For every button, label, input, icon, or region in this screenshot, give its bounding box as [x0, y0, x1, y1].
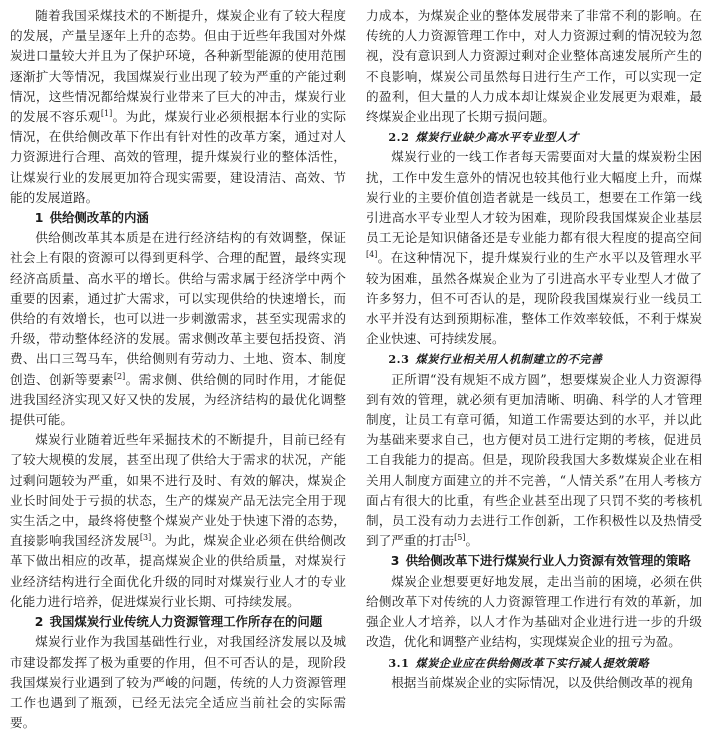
paragraph-text-tail: 。为此，煤炭企业必须在供给侧改革下做出相应的改革，提高煤炭企业的供给质量，对煤炭行业经济结构进行全面优化升级的同时对煤炭行业人才的专业化能力进行培养，促进煤炭行业长期、可持续发展。	[10, 533, 347, 609]
section-title: 供给侧改革下进行煤炭行业人力资源有效管理的策略	[405, 553, 691, 569]
section-heading	[366, 551, 702, 571]
paragraph-text: 煤炭行业随着近些年采掘技术的不断提升，目前已经有了较大规模的发展，甚至出现了供给大于需求的状况，产能过剩问题较为严重，如果不进行及时、有效的解决，煤炭企业长时间处于亏损的状态，生产的煤炭产品无法完全用于现实生活之中，最终将使整个煤炭产业处于快速下滑的态势，直接影响我国经济发展	[10, 432, 346, 549]
paragraph-text: 供给侧改革其本质是在进行经济结构的有效调整，保证社会上有限的资源可以得到更科学、合理的配置，最终实现经济高质量、高水平的增长。供给与需求属于经济学中两个重要的因素，通过扩大需求，可以实现供给的快速增长，而供给的有效增长，也可以进一步刺激需求，甚至实现需求的升级，带动整体经济的发展。需求侧改革主要包括投资、消费、出口三驾马车，供给侧则有劳动力、土地、资本、制度创造、创新等要素	[10, 230, 346, 387]
subsection-heading	[366, 127, 702, 147]
body-paragraph	[366, 370, 702, 552]
section-title: 我国煤炭行业传统人力资源管理工作所存在的问题	[49, 614, 323, 630]
section-heading	[10, 208, 346, 228]
subsection-number: 2.3	[388, 352, 410, 367]
citation-ref: [2]	[113, 371, 126, 381]
paragraph-text: 煤炭企业想要更好地发展，走出当前的困境，必须在供给侧改革下对传统的人力资源管理工作进行有效的革新，加强企业人才培养，以人才作为基础对企业进行进一步的升级改造，优化和调整产业结构，实现煤炭企业的扭亏为盈。	[366, 573, 702, 650]
right-column	[366, 6, 702, 693]
paragraph-text: 根据当前煤炭企业的实际情况，以及供给侧改革的视角	[391, 674, 694, 690]
paragraph-text: 正所谓“没有规矩不成方圆”，想要煤炭企业人力资源得到有效的管理，就必须有更加清晰、明确、科学的人才管理制度，让员工有章可循，知道工作需要达到的水平，并以此为基础来要求自己，也方便对员工进行定期的考核，促进员工自我能力的提高。但是，现阶段我国大多数煤炭企业在相关用人制度方面建立的并不完善，“人情关系”在用人考核方面占有很大的比重，有些企业甚至出现了只罚不奖的考核机制，员工没有动力去进行工作创新，工作积极性以及热情受到了严重的打击	[366, 371, 702, 549]
paragraph-text: 力成本，为煤炭企业的整体发展带来了非常不利的影响。在传统的人力资源管理工作中，对人力资源过剩的情况较为忽视，没有意识到人力资源过剩对企业整体高速发展所产生的不良影响，煤炭公司虽然每日进行生产工作，可以实现一定的盈利，但大量的人力成本却让煤炭企业发展更为艰难，最终煤炭企业出现了长期亏损问题。	[366, 8, 702, 125]
paragraph-text: 煤炭行业作为我国基础性行业，对我国经济发展以及城市建设都发挥了极为重要的作用，但不可否认的是，现阶段我国煤炭行业遇到了较为严峻的问题，传统的人力资源管理工作也遇到了瓶颈，已经无法完全适应当前社会的实际需要。	[10, 634, 346, 731]
citation-ref: [5]	[454, 533, 466, 543]
body-paragraph	[10, 228, 346, 430]
body-paragraph	[10, 6, 346, 208]
subsection-title: 煤炭企业应在供给侧改革下实行减人提效策略	[415, 655, 650, 670]
paragraph-text-tail: 。	[465, 533, 479, 549]
section-title: 供给侧改革的内涵	[49, 210, 149, 226]
body-paragraph	[366, 6, 702, 127]
section-number: 3	[390, 553, 400, 569]
subsection-title: 煤炭行业缺少高水平专业型人才	[415, 130, 580, 145]
subsection-number: 3.1	[388, 655, 410, 670]
left-column	[10, 6, 346, 733]
subsection-title: 煤炭行业相关用人机制建立的不完善	[415, 352, 603, 367]
section-heading	[10, 612, 346, 632]
body-paragraph	[366, 572, 702, 653]
citation-ref: [3]	[139, 533, 152, 543]
paragraph-text-tail: 。在这种情况下，提升煤炭行业的生产水平以及管理水平较为困难，虽然各煤炭企业为了引进高水平专业型人才做了许多努力，但不可否认的是，现阶段我国煤炭行业一线员工水平并没有达到预期标准，整体工作效率较低，不利于煤炭企业快速、可持续发展。	[366, 250, 702, 347]
paragraph-text-tail: 。为此，煤炭行业必须根据本行业的实际情况，在供给侧改革下作出有针对性的改革方案，通过对人力资源进行合理、高效的管理，提升煤炭行业的整体活性，让煤炭行业的发展更加符合现实需要，建设清洁、高效、节能的发展道路。	[10, 109, 347, 205]
citation-ref: [4]	[366, 250, 378, 260]
subsection-heading	[366, 653, 702, 673]
paragraph-text: 煤炭行业的一线工作者每天需要面对大量的煤炭粉尘困扰，工作中发生意外的情况也较其他行业大幅度上升，而煤炭行业的主要价值创造者就是一线员工，想要在工作第一线引进高水平专业型人才较为困难，现阶段我国煤炭企业基层员工无论是知识储备还是专业能力都有很大程度的提高空间	[366, 149, 702, 246]
paragraph-text: 随着我国采煤技术的不断提升，煤炭企业有了较大程度的发展，产量呈逐年上升的态势。但由于近些年我国对外煤炭进口量较大并且为了保护环境，各种新型能源的使用范围逐渐扩大等情况，我国煤炭行业出现了较为严重的产能过剩情况，这些情况都给煤炭行业带来了巨大的冲击，煤炭行业的发展不容乐观	[10, 8, 346, 125]
body-paragraph	[10, 632, 346, 733]
paragraph-text-tail: 。需求侧、供给侧的同时作用，才能促进我国经济实现又好又快的发展，为经济结构的最优化调整提供可能。	[10, 371, 347, 428]
body-paragraph	[10, 430, 346, 612]
subsection-heading	[366, 349, 702, 369]
subsection-number: 2.2	[388, 130, 410, 145]
body-paragraph	[366, 673, 702, 693]
citation-ref: [1]	[100, 108, 113, 118]
body-paragraph	[366, 147, 702, 349]
section-number: 1	[34, 210, 44, 226]
section-number: 2	[34, 614, 44, 630]
